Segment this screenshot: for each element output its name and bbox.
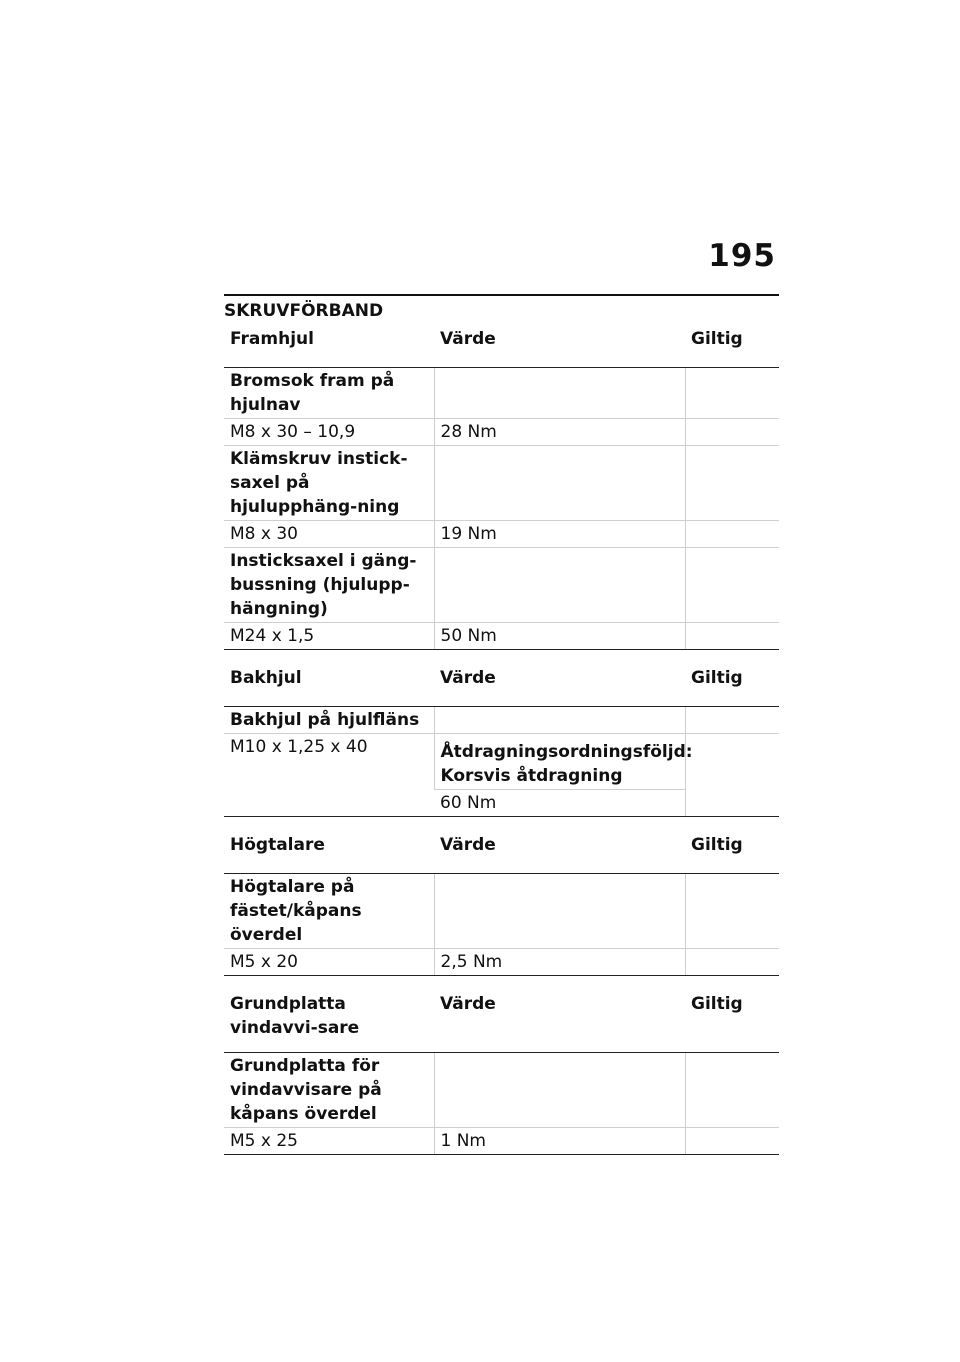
part-name: Högtalare på fästet/kåpans överdel <box>224 874 434 949</box>
torque-value: 60 Nm <box>434 790 685 817</box>
table-row <box>224 949 779 976</box>
part-name: Bakhjul på hjulfläns <box>224 707 434 734</box>
table-row <box>224 368 779 419</box>
column-header-valid: Giltig <box>685 829 779 874</box>
part-name: Insticksaxel i gäng-bussning (hjulupp-hängning) <box>224 548 434 623</box>
part-name: Klämskruv instick-saxel på hjulupphäng-ning <box>224 446 434 521</box>
column-header-valid: Giltig <box>685 988 779 1053</box>
table-row <box>224 874 779 949</box>
torque-value: 2,5 Nm <box>434 949 685 976</box>
table-row <box>224 419 779 446</box>
table-row <box>224 1053 779 1128</box>
table-row <box>224 707 779 734</box>
column-header-part: Bakhjul <box>224 662 434 707</box>
part-name: Bromsok fram på hjulnav <box>224 368 434 419</box>
column-header-value: Värde <box>434 829 685 874</box>
column-header-valid: Giltig <box>685 323 779 368</box>
column-header-valid: Giltig <box>685 662 779 707</box>
column-header-value: Värde <box>434 988 685 1053</box>
column-header-part: Grundplatta vindavvi-sare <box>224 988 434 1053</box>
section-title: SKRUVFÖRBAND <box>224 301 384 321</box>
windshield-table <box>224 988 779 1155</box>
table-row <box>224 734 779 790</box>
table-row <box>224 1128 779 1155</box>
table-row <box>224 548 779 623</box>
column-header-part: Högtalare <box>224 829 434 874</box>
table-row <box>224 521 779 548</box>
bolt-spec: M8 x 30 <box>224 521 434 548</box>
page-number: 195 <box>708 238 776 274</box>
torque-value: 19 Nm <box>434 521 685 548</box>
bolt-spec: M5 x 20 <box>224 949 434 976</box>
column-header-value: Värde <box>434 323 685 368</box>
torque-spec-section <box>224 294 779 1155</box>
bolt-spec: M5 x 25 <box>224 1128 434 1155</box>
front-wheel-table <box>224 323 779 650</box>
tightening-note: Åtdragningsordningsföljd: Korsvis åtdragning <box>434 734 685 790</box>
bolt-spec: M10 x 1,25 x 40 <box>224 734 434 817</box>
part-name: Grundplatta för vindavvisare på kåpans överdel <box>224 1053 434 1128</box>
table-row <box>224 623 779 650</box>
bolt-spec: M8 x 30 – 10,9 <box>224 419 434 446</box>
speaker-table <box>224 829 779 976</box>
bolt-spec: M24 x 1,5 <box>224 623 434 650</box>
table-row <box>224 446 779 521</box>
column-header-value: Värde <box>434 662 685 707</box>
torque-value: 1 Nm <box>434 1128 685 1155</box>
column-header-part: Framhjul <box>224 323 434 368</box>
torque-value: 28 Nm <box>434 419 685 446</box>
rear-wheel-table <box>224 662 779 817</box>
torque-value: 50 Nm <box>434 623 685 650</box>
